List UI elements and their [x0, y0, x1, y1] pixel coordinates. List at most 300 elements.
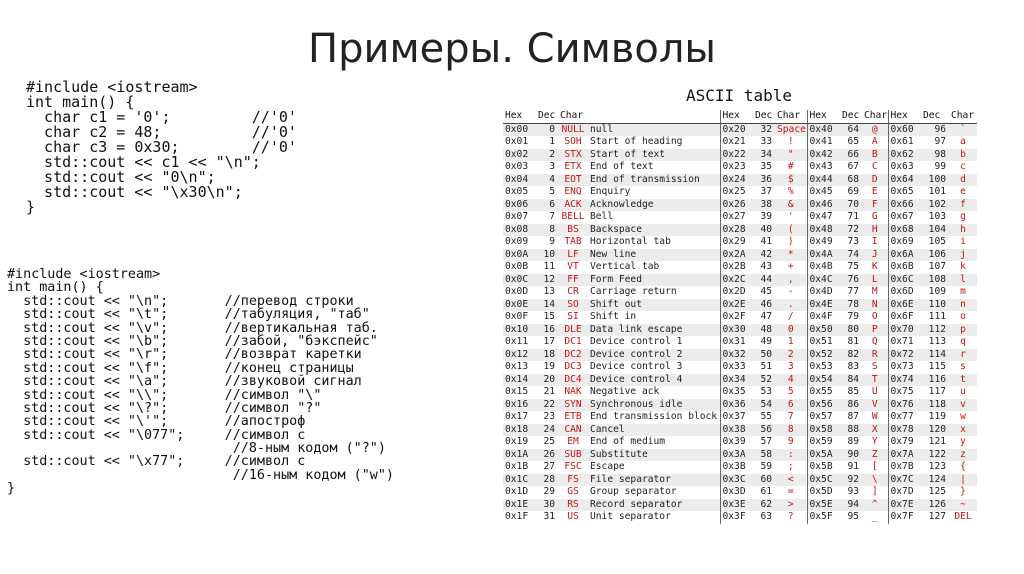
slide-title: Примеры. Символы — [308, 26, 716, 72]
ascii-chr-cell: 1 — [787, 336, 794, 347]
ascii-hex-cell: 0x02 — [503, 149, 536, 162]
ascii-dec-cell: 51 — [760, 361, 772, 372]
ascii-chr-cell: DC2 — [558, 349, 588, 362]
ascii-hex-cell: 0x18 — [503, 424, 536, 437]
ascii-hex-cell: 0x7F — [888, 511, 921, 524]
ascii-chr-cell: r — [949, 349, 977, 362]
ascii-hex-cell: 0x1B — [505, 461, 529, 472]
ascii-chr-cell: EM — [567, 436, 579, 447]
ascii-dec-cell: 119 — [928, 411, 946, 422]
ascii-chr-cell: { — [960, 461, 966, 472]
ascii-dec-cell: 55 — [760, 411, 772, 422]
ascii-desc-cell: Shift in — [590, 311, 637, 322]
ascii-table-row — [503, 261, 977, 274]
ascii-table-row — [503, 123, 977, 136]
ascii-hex-cell: 0x1E — [503, 499, 536, 512]
ascii-chr-cell: ^ — [862, 499, 888, 512]
ascii-dec-cell: 41 — [760, 236, 772, 247]
ascii-table — [503, 110, 977, 524]
ascii-hex-cell: 0x71 — [888, 336, 921, 349]
ascii-dec-cell: 11 — [543, 261, 555, 272]
ascii-hex-cell: 0x65 — [888, 186, 921, 199]
ascii-hex-cell: 0x16 — [503, 399, 536, 412]
ascii-dec-cell: 91 — [847, 461, 859, 472]
ascii-hex-cell: 0x59 — [807, 436, 840, 449]
ascii-hex-cell: 0x0A — [503, 249, 536, 262]
ascii-chr-cell: RS — [558, 499, 588, 512]
ascii-table-row — [503, 336, 977, 349]
ascii-dec-cell: 60 — [753, 474, 775, 487]
ascii-desc-cell: Record separator — [588, 499, 720, 512]
ascii-dec-cell: 93 — [847, 486, 859, 497]
ascii-table-row — [503, 286, 977, 299]
ascii-chr-cell: B — [862, 149, 888, 162]
ascii-chr-cell: LF — [558, 249, 588, 262]
ascii-hex-cell: 0x7A — [888, 449, 921, 462]
ascii-desc-cell: Start of heading — [590, 136, 683, 147]
ascii-chr-cell: DLE — [558, 324, 588, 337]
ascii-desc-cell: Backspace — [588, 224, 720, 237]
ascii-chr-cell: m — [960, 286, 966, 297]
code-line: std::cout << "\v"; //вертикальная таб. — [7, 320, 378, 336]
ascii-chr-cell: EOT — [558, 174, 588, 187]
ascii-hex-cell: 0x0E — [503, 299, 536, 312]
ascii-dec-cell: 112 — [921, 324, 949, 337]
ascii-dec-cell: 76 — [840, 274, 862, 287]
ascii-hex-cell: 0x01 — [505, 136, 529, 147]
ascii-dec-cell: 5 — [549, 186, 555, 197]
ascii-chr-cell: , — [775, 274, 807, 287]
ascii-chr-cell: E — [871, 186, 878, 197]
ascii-hex-cell: 0x13 — [505, 361, 529, 372]
ascii-hex-cell: 0x5B — [807, 461, 840, 474]
ascii-dec-cell: 45 — [760, 286, 772, 297]
ascii-dec-cell: 98 — [921, 149, 949, 162]
ascii-dec-cell: 77 — [847, 286, 859, 297]
ascii-chr-cell: STX — [558, 149, 588, 162]
ascii-dec-cell: 35 — [760, 161, 772, 172]
ascii-chr-cell: y — [960, 436, 966, 447]
ascii-hex-cell: 0x31 — [720, 336, 753, 349]
ascii-chr-cell: FF — [558, 274, 588, 287]
ascii-chr-cell: d — [949, 174, 977, 187]
ascii-dec-cell: 10 — [536, 249, 558, 262]
ascii-hex-cell: 0x3B — [720, 461, 753, 474]
ascii-desc-cell: Bell — [590, 211, 614, 222]
ascii-chr-cell: R — [862, 349, 888, 362]
code-line: std::cout << "\'"; //апостроф — [7, 414, 306, 430]
ascii-dec-cell: 38 — [753, 199, 775, 212]
ascii-table-row — [503, 474, 977, 487]
code-line: } — [26, 198, 36, 216]
ascii-header-cell: Hex — [888, 110, 921, 123]
ascii-desc-cell: Start of text — [588, 149, 720, 162]
ascii-header-cell: Hex — [807, 110, 840, 123]
code-line: } — [7, 481, 16, 497]
ascii-desc-cell: Carriage return — [590, 286, 677, 297]
ascii-header-cell: Char — [864, 110, 888, 121]
ascii-dec-cell: 64 — [840, 123, 862, 136]
ascii-dec-cell: 126 — [921, 499, 949, 512]
ascii-hex-cell: 0x03 — [505, 161, 529, 172]
ascii-dec-cell: 50 — [753, 349, 775, 362]
ascii-chr-cell: f — [949, 199, 977, 212]
ascii-dec-cell: 106 — [921, 249, 949, 262]
ascii-chr-cell: 6 — [775, 399, 807, 412]
ascii-chr-cell: \ — [862, 474, 888, 487]
ascii-chr-cell: GS — [567, 486, 579, 497]
ascii-desc-cell: Cancel — [588, 424, 720, 437]
ascii-dec-cell: 121 — [928, 436, 946, 447]
ascii-hex-cell: 0x2B — [720, 261, 753, 274]
ascii-hex-cell: 0x30 — [720, 324, 753, 337]
ascii-dec-cell: 87 — [847, 411, 859, 422]
ascii-hex-cell: 0x0F — [505, 311, 529, 322]
ascii-chr-cell: / — [787, 311, 794, 322]
ascii-chr-cell: p — [949, 324, 977, 337]
ascii-dec-cell: 16 — [536, 324, 558, 337]
ascii-hex-cell: 0x43 — [807, 161, 840, 174]
ascii-hex-cell: 0x40 — [807, 123, 840, 136]
ascii-chr-cell: T — [862, 374, 888, 387]
ascii-dec-cell: 8 — [536, 224, 558, 237]
ascii-dec-cell: 101 — [928, 186, 946, 197]
ascii-table-row — [503, 299, 977, 312]
ascii-chr-cell: o — [960, 311, 966, 322]
ascii-dec-cell: 97 — [934, 136, 946, 147]
ascii-hex-cell: 0x10 — [503, 324, 536, 337]
ascii-hex-cell: 0x22 — [720, 149, 753, 162]
ascii-desc-cell: Unit separator — [590, 511, 671, 522]
ascii-dec-cell: 6 — [536, 199, 558, 212]
ascii-table-row — [503, 311, 977, 324]
ascii-dec-cell: 9 — [549, 236, 555, 247]
ascii-chr-cell: VT — [567, 261, 579, 272]
ascii-hex-cell: 0x36 — [720, 399, 753, 412]
ascii-hex-cell: 0x34 — [720, 374, 753, 387]
ascii-table-row — [503, 424, 977, 437]
ascii-hex-cell: 0x63 — [888, 161, 921, 174]
ascii-dec-cell: 13 — [543, 286, 555, 297]
ascii-dec-cell: 23 — [543, 411, 555, 422]
ascii-hex-cell: 0x60 — [888, 123, 921, 136]
ascii-dec-cell: 83 — [847, 361, 859, 372]
ascii-table-row — [503, 461, 977, 474]
ascii-dec-cell: 90 — [840, 449, 862, 462]
code-line: std::cout << "\x77"; //символ с — [7, 454, 306, 470]
ascii-chr-cell: x — [949, 424, 977, 437]
ascii-hex-cell: 0x45 — [807, 186, 840, 199]
ascii-hex-cell: 0x75 — [888, 386, 921, 399]
ascii-chr-cell: $ — [775, 174, 807, 187]
code-line: char c3 = 0x30; //'0' — [26, 138, 297, 156]
ascii-hex-cell: 0x69 — [888, 236, 921, 249]
code-line: int main() { — [7, 280, 104, 296]
ascii-dec-cell: 21 — [543, 386, 555, 397]
ascii-dec-cell: 108 — [921, 274, 949, 287]
ascii-dec-cell: 54 — [753, 399, 775, 412]
ascii-dec-cell: 124 — [921, 474, 949, 487]
ascii-hex-cell: 0x47 — [807, 211, 840, 224]
ascii-hex-cell: 0x38 — [720, 424, 753, 437]
ascii-chr-cell: D — [862, 174, 888, 187]
ascii-chr-cell: Space — [777, 123, 806, 135]
ascii-hex-cell: 0x57 — [807, 411, 840, 424]
ascii-dec-cell: 61 — [760, 486, 772, 497]
ascii-dec-cell: 114 — [921, 349, 949, 362]
ascii-dec-cell: 40 — [753, 224, 775, 237]
ascii-dec-cell: 12 — [536, 274, 558, 287]
ascii-table-row — [503, 211, 977, 224]
ascii-header-cell: Char — [949, 110, 977, 123]
ascii-desc-cell: Device control 4 — [588, 374, 720, 387]
ascii-dec-cell: 84 — [840, 374, 862, 387]
ascii-table-row — [503, 249, 977, 262]
ascii-dec-cell: 92 — [840, 474, 862, 487]
ascii-hex-cell: 0x4B — [807, 261, 840, 274]
ascii-hex-cell: 0x28 — [720, 224, 753, 237]
ascii-dec-cell: 36 — [753, 174, 775, 187]
ascii-desc-cell: End of transmission — [588, 174, 720, 187]
ascii-hex-cell: 0x7E — [888, 499, 921, 512]
ascii-desc-cell: End of medium — [590, 436, 666, 447]
ascii-dec-cell: 0 — [536, 123, 558, 136]
ascii-table-row — [503, 161, 977, 174]
ascii-hex-cell: 0x77 — [888, 411, 921, 424]
code-block-char-literals — [26, 77, 297, 216]
ascii-desc-cell: New line — [588, 249, 720, 262]
ascii-hex-cell: 0x39 — [720, 436, 753, 449]
ascii-dec-cell: 25 — [543, 436, 555, 447]
ascii-hex-cell: 0x3E — [720, 499, 753, 512]
ascii-chr-cell: # — [787, 161, 794, 172]
ascii-desc-cell: Horizontal tab — [590, 236, 671, 247]
ascii-table-row — [503, 349, 977, 362]
ascii-dec-cell: 85 — [847, 386, 859, 397]
ascii-dec-cell: 120 — [921, 424, 949, 437]
ascii-dec-cell: 66 — [840, 149, 862, 162]
ascii-chr-cell: u — [960, 386, 966, 397]
ascii-dec-cell: 111 — [928, 311, 946, 322]
ascii-hex-cell: 0x78 — [888, 424, 921, 437]
ascii-table-row — [503, 386, 977, 399]
ascii-chr-cell: n — [949, 299, 977, 312]
ascii-table-row — [503, 174, 977, 187]
ascii-dec-cell: 104 — [921, 224, 949, 237]
code-line: std::cout << "\r"; //возврат каретки — [7, 347, 362, 363]
ascii-hex-cell: 0x56 — [807, 399, 840, 412]
ascii-hex-cell: 0x42 — [807, 149, 840, 162]
ascii-chr-cell: & — [775, 199, 807, 212]
ascii-chr-cell: _ — [871, 511, 878, 522]
ascii-chr-cell: ` — [949, 123, 977, 136]
ascii-hex-cell: 0x12 — [503, 349, 536, 362]
ascii-chr-cell: > — [775, 499, 807, 512]
ascii-dec-cell: 117 — [928, 386, 946, 397]
ascii-hex-cell: 0x09 — [505, 236, 529, 247]
code-line: char c2 = 48; //'0' — [26, 123, 297, 141]
ascii-hex-cell: 0x07 — [505, 211, 529, 222]
ascii-hex-cell: 0x25 — [720, 186, 753, 199]
ascii-chr-cell: SOH — [564, 136, 582, 147]
ascii-hex-cell: 0x26 — [720, 199, 753, 212]
ascii-dec-cell: 7 — [549, 211, 555, 222]
ascii-dec-cell: 48 — [753, 324, 775, 337]
ascii-hex-cell: 0x76 — [888, 399, 921, 412]
ascii-header-cell: Dec — [921, 110, 949, 123]
ascii-dec-cell: 30 — [536, 499, 558, 512]
ascii-hex-cell: 0x5C — [807, 474, 840, 487]
ascii-chr-cell: 2 — [775, 349, 807, 362]
ascii-header-cell: Char — [775, 110, 807, 123]
ascii-dec-cell: 88 — [840, 424, 862, 437]
ascii-chr-cell: C — [871, 161, 878, 172]
ascii-hex-cell: 0x06 — [503, 199, 536, 212]
ascii-chr-cell: b — [949, 149, 977, 162]
ascii-dec-cell: 81 — [847, 336, 859, 347]
ascii-hex-cell: 0x6E — [888, 299, 921, 312]
ascii-table-row — [503, 486, 977, 499]
ascii-dec-cell: 105 — [928, 236, 946, 247]
ascii-chr-cell: g — [960, 211, 966, 222]
ascii-dec-cell: 109 — [928, 286, 946, 297]
ascii-dec-cell: 26 — [536, 449, 558, 462]
ascii-chr-cell: + — [787, 261, 794, 272]
ascii-chr-cell: s — [960, 361, 966, 372]
ascii-hex-cell: 0x1F — [505, 511, 529, 522]
ascii-hex-cell: 0x74 — [888, 374, 921, 387]
ascii-dec-cell: 63 — [760, 511, 772, 522]
ascii-desc-cell: Device control 3 — [590, 361, 683, 372]
ascii-chr-cell: L — [862, 274, 888, 287]
ascii-dec-cell: 1 — [549, 136, 555, 147]
ascii-chr-cell: TAB — [564, 236, 582, 247]
ascii-dec-cell: 49 — [760, 336, 772, 347]
ascii-dec-cell: 103 — [928, 211, 946, 222]
ascii-dec-cell: 75 — [847, 261, 859, 272]
ascii-hex-cell: 0x05 — [505, 186, 529, 197]
ascii-chr-cell: K — [871, 261, 878, 272]
ascii-chr-cell: M — [871, 286, 878, 297]
code-line: std::cout << "0\n"; — [26, 168, 216, 186]
ascii-dec-cell: 122 — [921, 449, 949, 462]
ascii-hex-cell: 0x49 — [807, 236, 840, 249]
ascii-hex-cell: 0x2C — [720, 274, 753, 287]
ascii-chr-cell: k — [960, 261, 966, 272]
ascii-dec-cell: 62 — [753, 499, 775, 512]
ascii-table-row — [503, 361, 977, 374]
ascii-dec-cell: 74 — [840, 249, 862, 262]
ascii-hex-cell: 0x46 — [807, 199, 840, 212]
ascii-dec-cell: 125 — [928, 486, 946, 497]
ascii-dec-cell: 68 — [840, 174, 862, 187]
ascii-table-row — [503, 149, 977, 162]
ascii-dec-cell: 100 — [921, 174, 949, 187]
ascii-dec-cell: 17 — [543, 336, 555, 347]
ascii-chr-cell: O — [871, 311, 878, 322]
ascii-dec-cell: 53 — [760, 386, 772, 397]
ascii-dec-cell: 47 — [760, 311, 772, 322]
ascii-hex-cell: 0x5E — [807, 499, 840, 512]
ascii-chr-cell: * — [775, 249, 807, 262]
ascii-dec-cell: 127 — [928, 511, 946, 522]
ascii-chr-cell: ACK — [558, 199, 588, 212]
ascii-hex-cell: 0x27 — [720, 211, 753, 224]
ascii-desc-cell: End transmission block — [590, 411, 718, 422]
ascii-header-cell: Dec — [840, 110, 862, 123]
ascii-hex-cell: 0x11 — [505, 336, 529, 347]
code-line: std::cout << "\b"; //забой, "бэкспейс" — [7, 333, 378, 349]
ascii-hex-cell: 0x08 — [503, 224, 536, 237]
ascii-chr-cell: ! — [787, 136, 794, 147]
ascii-dec-cell: 73 — [847, 236, 859, 247]
code-line: #include <iostream> — [7, 267, 161, 282]
ascii-dec-cell: 39 — [760, 211, 772, 222]
code-line: int main() { — [26, 93, 135, 111]
ascii-table-title: ASCII table — [686, 86, 792, 105]
ascii-chr-cell: CR — [567, 286, 579, 297]
code-line: std::cout << "\f"; //конец страницы — [7, 360, 354, 376]
ascii-chr-cell: A — [871, 136, 878, 147]
ascii-dec-cell: 115 — [928, 361, 946, 372]
ascii-hex-cell: 0x48 — [807, 224, 840, 237]
ascii-dec-cell: 4 — [536, 174, 558, 187]
ascii-hex-cell: 0x55 — [807, 386, 840, 399]
ascii-desc-cell: Negative ack — [590, 386, 660, 397]
ascii-table-row — [503, 436, 977, 449]
ascii-hex-cell: 0x00 — [503, 123, 536, 136]
ascii-dec-cell: 118 — [921, 399, 949, 412]
ascii-chr-cell: P — [862, 324, 888, 337]
ascii-chr-cell: | — [949, 474, 977, 487]
ascii-hex-cell: 0x53 — [807, 361, 840, 374]
ascii-hex-cell: 0x4D — [807, 286, 840, 299]
ascii-dec-cell: 82 — [840, 349, 862, 362]
ascii-chr-cell: U — [871, 386, 878, 397]
ascii-desc-cell: Form Feed — [588, 274, 720, 287]
ascii-chr-cell: c — [960, 161, 966, 172]
ascii-dec-cell: 58 — [753, 449, 775, 462]
ascii-hex-cell: 0x2F — [720, 311, 753, 324]
code-line: std::cout << "\a"; //звуковой сигнал — [7, 374, 362, 390]
ascii-hex-cell: 0x29 — [720, 236, 753, 249]
ascii-chr-cell: 5 — [787, 386, 794, 397]
ascii-table-row — [503, 136, 977, 149]
ascii-chr-cell: CAN — [558, 424, 588, 437]
ascii-hex-cell: 0x61 — [888, 136, 921, 149]
ascii-dec-cell: 78 — [840, 299, 862, 312]
ascii-chr-cell: SI — [567, 311, 579, 322]
ascii-hex-cell: 0x66 — [888, 199, 921, 212]
ascii-dec-cell: 3 — [549, 161, 555, 172]
ascii-chr-cell: N — [862, 299, 888, 312]
ascii-chr-cell: ; — [787, 461, 794, 472]
code-line: //8-ным кодом ("?") — [7, 441, 386, 457]
ascii-hex-cell: 0x1D — [505, 486, 529, 497]
ascii-dec-cell: 46 — [753, 299, 775, 312]
ascii-dec-cell: 110 — [921, 299, 949, 312]
ascii-hex-cell: 0x32 — [720, 349, 753, 362]
ascii-table-row — [503, 411, 977, 424]
ascii-table-row — [503, 324, 977, 337]
ascii-chr-cell: = — [787, 486, 794, 497]
ascii-chr-cell: SYN — [558, 399, 588, 412]
ascii-chr-cell: z — [949, 449, 977, 462]
ascii-chr-cell: " — [775, 149, 807, 162]
ascii-chr-cell: j — [949, 249, 977, 262]
ascii-table-row — [503, 511, 977, 524]
ascii-dec-cell: 19 — [543, 361, 555, 372]
